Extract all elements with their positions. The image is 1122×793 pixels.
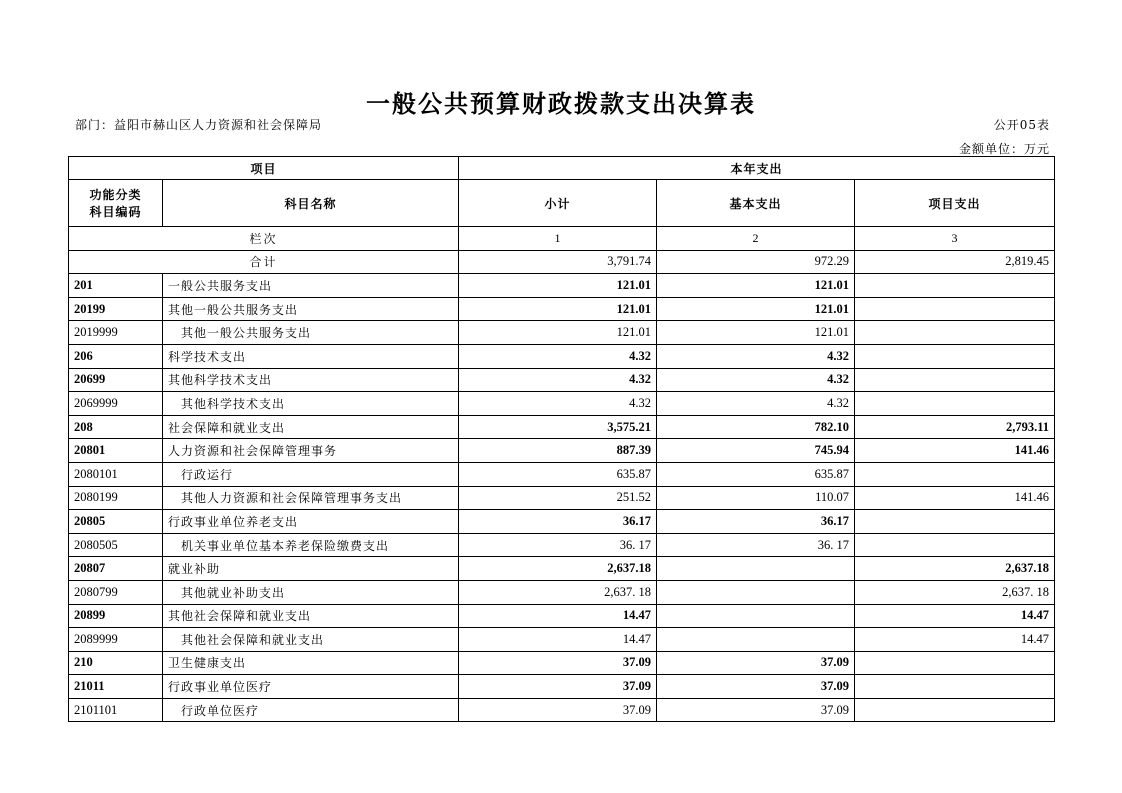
row-project [855,675,1055,699]
table-row [69,439,1055,463]
row-subtotal: 3,575.21 [459,415,657,439]
total-subtotal: 3,791.74 [459,250,657,274]
header-row-2 [69,180,1055,227]
row-code: 2101101 [69,698,163,722]
row-project [855,368,1055,392]
row-code: 20807 [69,557,163,581]
row-name: 科学技术支出 [163,344,459,368]
row-name: 其他就业补助支出 [163,580,459,604]
table-row [69,698,1055,722]
row-code: 208 [69,415,163,439]
row-name: 行政事业单位医疗 [163,675,459,699]
department-label: 部门：益阳市赫山区人力资源和社会保障局 [75,118,323,132]
total-basic: 972.29 [657,250,855,274]
row-code: 20805 [69,510,163,534]
row-code: 20699 [69,368,163,392]
row-project: 2,793.11 [855,415,1055,439]
column-number-row [69,227,1055,251]
row-project [855,533,1055,557]
row-project [855,321,1055,345]
row-name: 就业补助 [163,557,459,581]
row-subtotal: 251.52 [459,486,657,510]
table-row [69,510,1055,534]
total-project: 2,819.45 [855,250,1055,274]
row-subtotal: 14.47 [459,604,657,628]
table-row [69,486,1055,510]
header-item: 项目 [69,157,459,180]
row-basic [657,628,855,652]
row-basic: 121.01 [657,297,855,321]
row-code: 2089999 [69,628,163,652]
header-code-line2: 科目编码 [89,205,142,219]
row-subtotal: 37.09 [459,675,657,699]
row-code: 20899 [69,604,163,628]
header-this-year: 本年支出 [459,157,1055,180]
row-project: 14.47 [855,628,1055,652]
row-name: 行政运行 [163,462,459,486]
row-basic: 4.32 [657,344,855,368]
row-basic: 121.01 [657,321,855,345]
row-project: 141.46 [855,439,1055,463]
row-subtotal: 4.32 [459,344,657,368]
row-basic: 745.94 [657,439,855,463]
row-subtotal: 14.47 [459,628,657,652]
row-project: 141.46 [855,486,1055,510]
row-basic [657,557,855,581]
row-name: 社会保障和就业支出 [163,415,459,439]
row-project: 2,637. 18 [855,580,1055,604]
row-name: 其他一般公共服务支出 [163,321,459,345]
row-code: 2080799 [69,580,163,604]
row-name: 其他一般公共服务支出 [163,297,459,321]
row-basic: 36. 17 [657,533,855,557]
table-row [69,604,1055,628]
table-row [69,675,1055,699]
row-code: 20801 [69,439,163,463]
header-code [69,180,163,227]
table-row [69,628,1055,652]
row-name: 其他社会保障和就业支出 [163,604,459,628]
row-subtotal: 2,637. 18 [459,580,657,604]
table-row [69,321,1055,345]
table-row [69,415,1055,439]
row-subtotal: 121.01 [459,321,657,345]
row-basic: 782.10 [657,415,855,439]
row-basic: 37.09 [657,675,855,699]
row-basic: 4.32 [657,392,855,416]
table-row [69,533,1055,557]
row-project [855,297,1055,321]
row-code: 2080199 [69,486,163,510]
row-name: 机关事业单位基本养老保险缴费支出 [163,533,459,557]
row-code: 2019999 [69,321,163,345]
table-row [69,557,1055,581]
row-subtotal: 121.01 [459,297,657,321]
row-subtotal: 36. 17 [459,533,657,557]
row-project [855,392,1055,416]
row-subtotal: 37.09 [459,651,657,675]
row-code: 2069999 [69,392,163,416]
row-code: 2080505 [69,533,163,557]
row-project: 2,637.18 [855,557,1055,581]
row-subtotal: 887.39 [459,439,657,463]
total-label: 合计 [69,250,459,274]
table-row [69,651,1055,675]
row-code: 21011 [69,675,163,699]
table-row [69,297,1055,321]
row-basic [657,580,855,604]
row-name: 行政事业单位养老支出 [163,510,459,534]
header-code-line1: 功能分类 [89,188,142,202]
row-basic [657,604,855,628]
row-code: 206 [69,344,163,368]
row-name: 人力资源和社会保障管理事务 [163,439,459,463]
row-subtotal: 4.32 [459,368,657,392]
row-subtotal: 37.09 [459,698,657,722]
row-subtotal: 121.01 [459,274,657,298]
column-number-label: 栏次 [69,227,459,251]
table-row [69,344,1055,368]
row-basic: 635.87 [657,462,855,486]
total-row [69,250,1055,274]
row-name: 其他社会保障和就业支出 [163,628,459,652]
row-project [855,274,1055,298]
header-name: 科目名称 [163,180,459,227]
row-name: 其他科学技术支出 [163,392,459,416]
row-code: 2080101 [69,462,163,486]
row-subtotal: 4.32 [459,392,657,416]
row-project [855,510,1055,534]
column-number-1: 1 [459,227,657,251]
form-number: 公开05表 [993,118,1050,132]
row-subtotal: 2,637.18 [459,557,657,581]
header-row-1 [69,157,1055,180]
row-basic: 4.32 [657,368,855,392]
row-basic: 121.01 [657,274,855,298]
row-code: 20199 [69,297,163,321]
header-basic: 基本支出 [657,180,855,227]
row-subtotal: 36.17 [459,510,657,534]
row-code: 201 [69,274,163,298]
expenditure-table [68,156,1055,722]
column-number-2: 2 [657,227,855,251]
table-row [69,392,1055,416]
row-project: 14.47 [855,604,1055,628]
table-row [69,274,1055,298]
row-project [855,344,1055,368]
row-name: 行政单位医疗 [163,698,459,722]
row-subtotal: 635.87 [459,462,657,486]
row-name: 一般公共服务支出 [163,274,459,298]
row-code: 210 [69,651,163,675]
row-basic: 37.09 [657,698,855,722]
row-name: 其他科学技术支出 [163,368,459,392]
header-subtotal: 小计 [459,180,657,227]
row-basic: 37.09 [657,651,855,675]
row-basic: 36.17 [657,510,855,534]
row-name: 其他人力资源和社会保障管理事务支出 [163,486,459,510]
amount-unit: 金额单位：万元 [958,142,1050,156]
row-name: 卫生健康支出 [163,651,459,675]
column-number-3: 3 [855,227,1055,251]
table-row [69,368,1055,392]
header-project: 项目支出 [855,180,1055,227]
table-row [69,462,1055,486]
row-basic: 110.07 [657,486,855,510]
table-row [69,580,1055,604]
row-project [855,698,1055,722]
row-project [855,462,1055,486]
report-title: 一般公共预算财政拨款支出决算表 [366,89,756,118]
row-project [855,651,1055,675]
